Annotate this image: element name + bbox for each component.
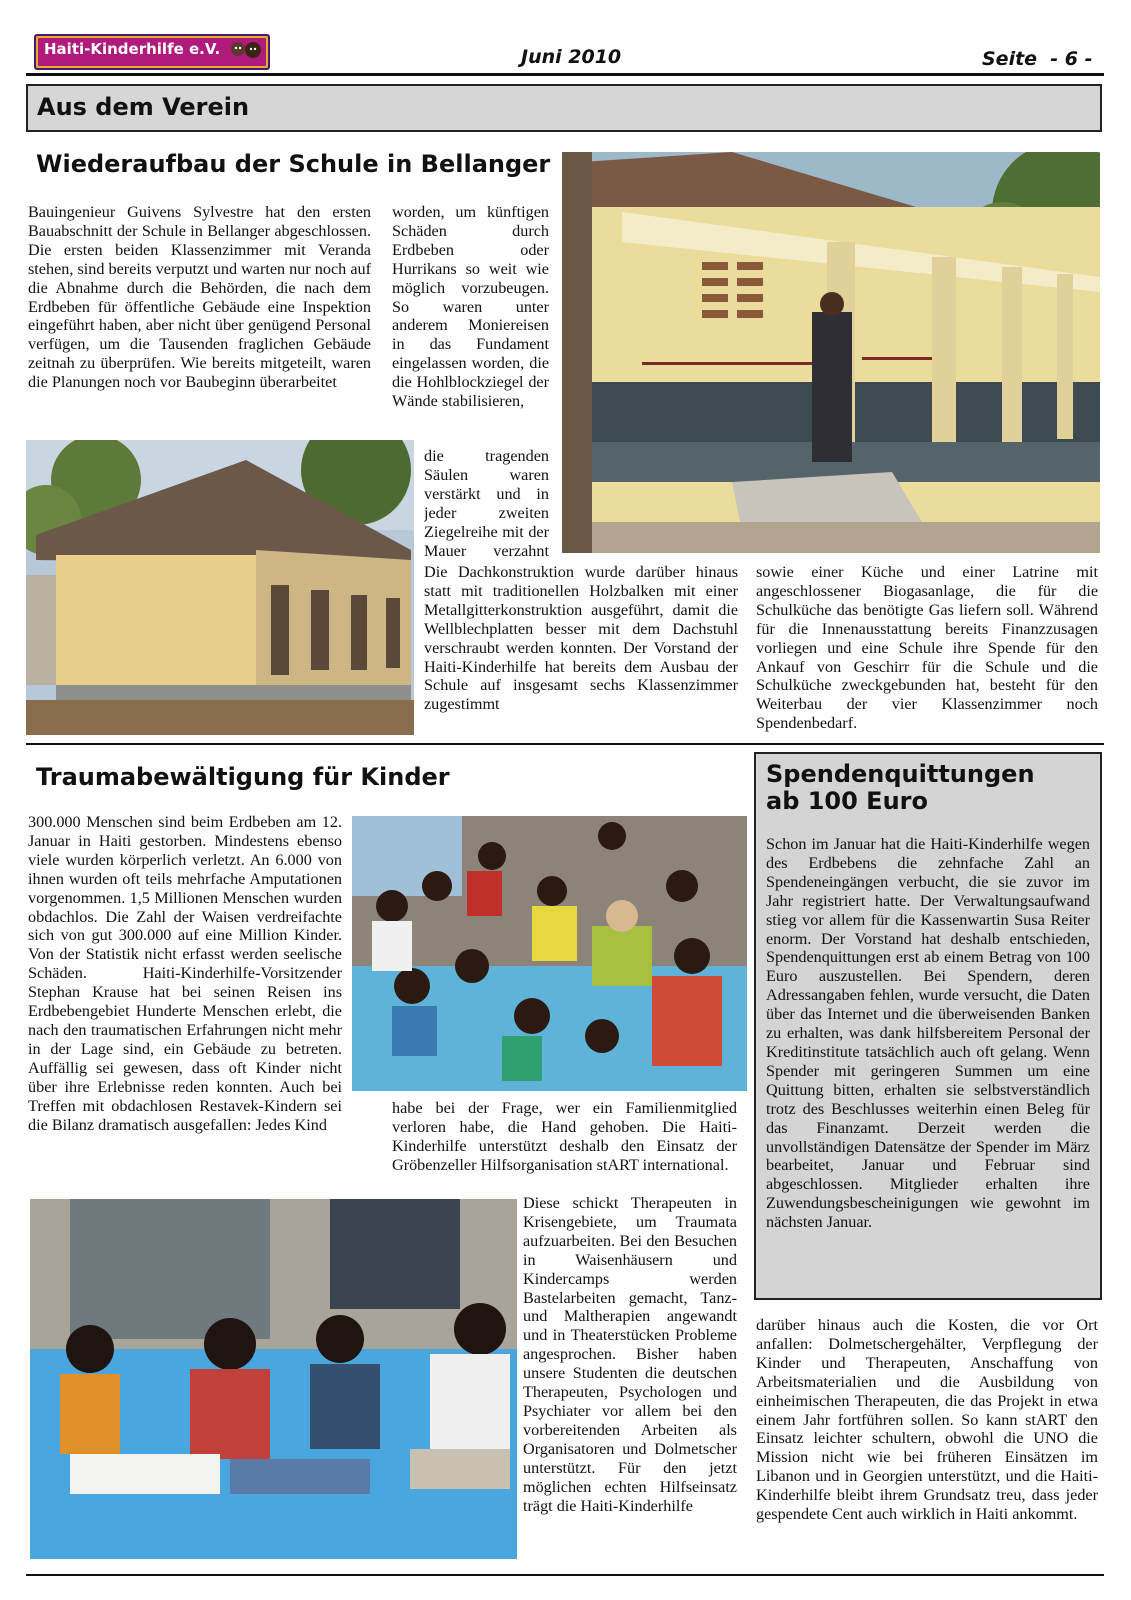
article2-col2-narrow: Diese schickt Therapeuten in Krisengebiete, um Traumata aufzuarbeiten. Bei den Besuchen in Waisenhäusern und Kindercamps werden Bastelarbeiten gemacht, Tanz- und Maltherapien angewandt und in Theaterstücken Probleme angesprochen. Bisher haben unsere Studenten die deutschen Therapeuten, Psychologen und Psychiater vor allem bei den vorbereitenden Arbeiten als Organisatoren und Dolmetscher unterstützt. Für den jetzt möglichen echten Hilfseinsatz trägt die Haiti-Kinderhilfe — [523, 1194, 737, 1515]
children-circle-photo — [352, 816, 747, 1091]
article2-title: Traumabewältigung für Kinder — [36, 763, 450, 791]
article2-col2-top: habe bei der Frage, wer ein Familienmitglied verloren habe, die Hand gehoben. Die Haiti-Kinderhilfe unterstützt deshalb den Einsatz der Gröbenzeller Hilfsorganisation stART international. — [392, 1099, 737, 1174]
box-title-line2: ab 100 Euro — [766, 787, 928, 815]
article1-col2-bottom: Die Dachkonstruktion wurde darüber hinaus statt mit traditionellen Holzbalken mit einer Metallgitterkonstruktion ausgeführt, damit die Wellblechplatten besser mit dem Dachstuhl verschraubt werden konnten. Der Vorstand der Haiti-Kinderhilfe hat bereits dem Ausbau der Schule auf insgesamt sechs Klassenzimmer zugestimmt — [424, 563, 738, 714]
article1-title: Wiederaufbau der Schule in Bellanger — [36, 150, 551, 178]
section-title: Aus dem Verein — [37, 93, 250, 121]
logo-faces-icon — [228, 39, 264, 63]
school-veranda-photo — [562, 152, 1100, 553]
header-rule — [26, 73, 1104, 76]
page-number: Seite - 6 - — [982, 48, 1093, 70]
issue-date: Juni 2010 — [521, 46, 622, 68]
article1-col2-top: worden, um künftigen Schäden durch Erdbeben oder Hurrikans so weit wie möglich vorzubeugen. So waren unter anderem Moniereisen in das Fundament eingelassen worden, die die Hohlblockziegel der Wände stabilisieren, — [392, 203, 549, 411]
section-title-box — [26, 84, 1102, 132]
box-body: Schon im Januar hat die Haiti-Kinderhilfe wegen des Erdbebens die zehnfache Zahl an Spendeneingängen verbucht, die sie zuvor im Jahr registriert hatte. Der Verwaltungsaufwand stieg vor allem für die Kassenwartin Susa Reiter enorm. Der Vorstand hat deshalb entschieden, Spendenquittungen erst ab einem Betrag von 100 Euro auszustellen. Bei Spendern, deren Adressangaben fehlen, wurde versucht, die Daten über das Internet und die überweisenden Banken zu erhalten, was dank hilfsbereitem Personal der Kreditinstitute tatsächlich auch oft gelang. Wenn Spender mit geringeren Summen um eine Quittung bitten, erhalten sie selbstverständlich trotz des Beschlusses weiterhin einen Beleg für das Finanzamt. Derzeit werden die unvollständigen Datensätze der Spender im März bearbeitet, Januar und Februar sind abgeschlossen. Mitglieder erhalten ihre Zuwendungsbescheinigungen wie gewohnt im nächsten Januar. — [766, 835, 1090, 1232]
article2-col3: darüber hinaus auch die Kosten, die vor Ort anfallen: Dolmetschergehälter, Verpflegung der Kinder und Therapeuten, Anschaffung von Arbeitsmaterialien und die Ausbildung von einheimischen Therapeuten, die das Projekt in etwa einem Jahr fortführen sollen. So kann stART den Einsatz leichter schultern, obwohl die UNO die Mission nicht wie bei früheren Einsätzen im Libanon und in Georgien unterstützt, und die Haiti-Kinderhilfe bleibt ihrem Grundsatz treu, dass jeder gespendete Cent auch wirklich in Haiti ankommt. — [756, 1316, 1098, 1524]
logo-text: Haiti-Kinderhilfe e.V. — [44, 40, 221, 58]
article1-col3: sowie einer Küche und einer Latrine mit angeschlossener Biogasanlage, die für die Schulküche das benötigte Gas liefern soll. Während für die Innenausstattung bereits Finanzzusagen vorliegen und eine Schule ihre Spende für den Ankauf von Geschirr für die Schule und die Schulküche zweckgebunden hat, besteht für den Weiterbau der vier Klassenzimmer noch Spendenbedarf. — [756, 563, 1098, 733]
article-divider — [26, 743, 1104, 745]
box-title-line1: Spendenquittungen — [766, 760, 1035, 788]
logo — [34, 34, 270, 70]
article2-col1: 300.000 Menschen sind beim Erdbeben am 12. Januar in Haiti gestorben. Mindestens ebenso viele wurden körperlich verletzt. An 6.000 von ihnen wurden oft teils mehrfache Amputationen vorgenommen. 1,5 Millionen Menschen wurden obdachlos. Die Zahl der Waisen verdreifachte sich von gut 300.000 auf eine Million Kinder. Von der Statistik nicht erfasst werden seelische Schäden. Haiti-Kinderhilfe-Vorsitzender Stephan Krause hat bei seinen Reisen ins Erdbebengebiet Hunderte Menschen erlebt, die nach den traumatischen Erfahrungen nicht mehr in der Lage sind, ein Gebäude zu betreten. Auffällig sei gewesen, dass oft Kinder nicht über ihre Erlebnisse reden konnten. Auch bei Treffen mit obdachlosen Restavek-Kindern sei die Bilanz dramatisch ausgefallen: Jedes Kind — [28, 813, 342, 1134]
donation-receipt-box — [754, 752, 1102, 1300]
article1-col2-narrow: die tragenden Säulen waren verstärkt und in jeder zweiten Ziegelreihe mit der Mauer verzahnt — [424, 447, 549, 560]
article1-col1: Bauingenieur Guivens Sylvestre hat den ersten Bauabschnitt der Schule in Bellanger abgeschlossen. Die ersten beiden Klassenzimmer mit Veranda stehen, sind bereits verputzt und warten nur noch auf die Abnahme durch die Behörden, die nach dem Erdbeben für öffentliche Gebäude eine Inspektion eingeführt haben, aber nicht über genügend Personal verfügen, um die Tausenden fraglichen Gebäude zeitnah zu überprüfen. Wie bereits mitgeteilt, waren die Planungen noch vor Baubeginn überarbeitet — [28, 203, 371, 392]
footer-rule — [26, 1574, 1104, 1576]
school-building-photo — [26, 440, 414, 735]
children-tarp-photo — [30, 1199, 517, 1559]
